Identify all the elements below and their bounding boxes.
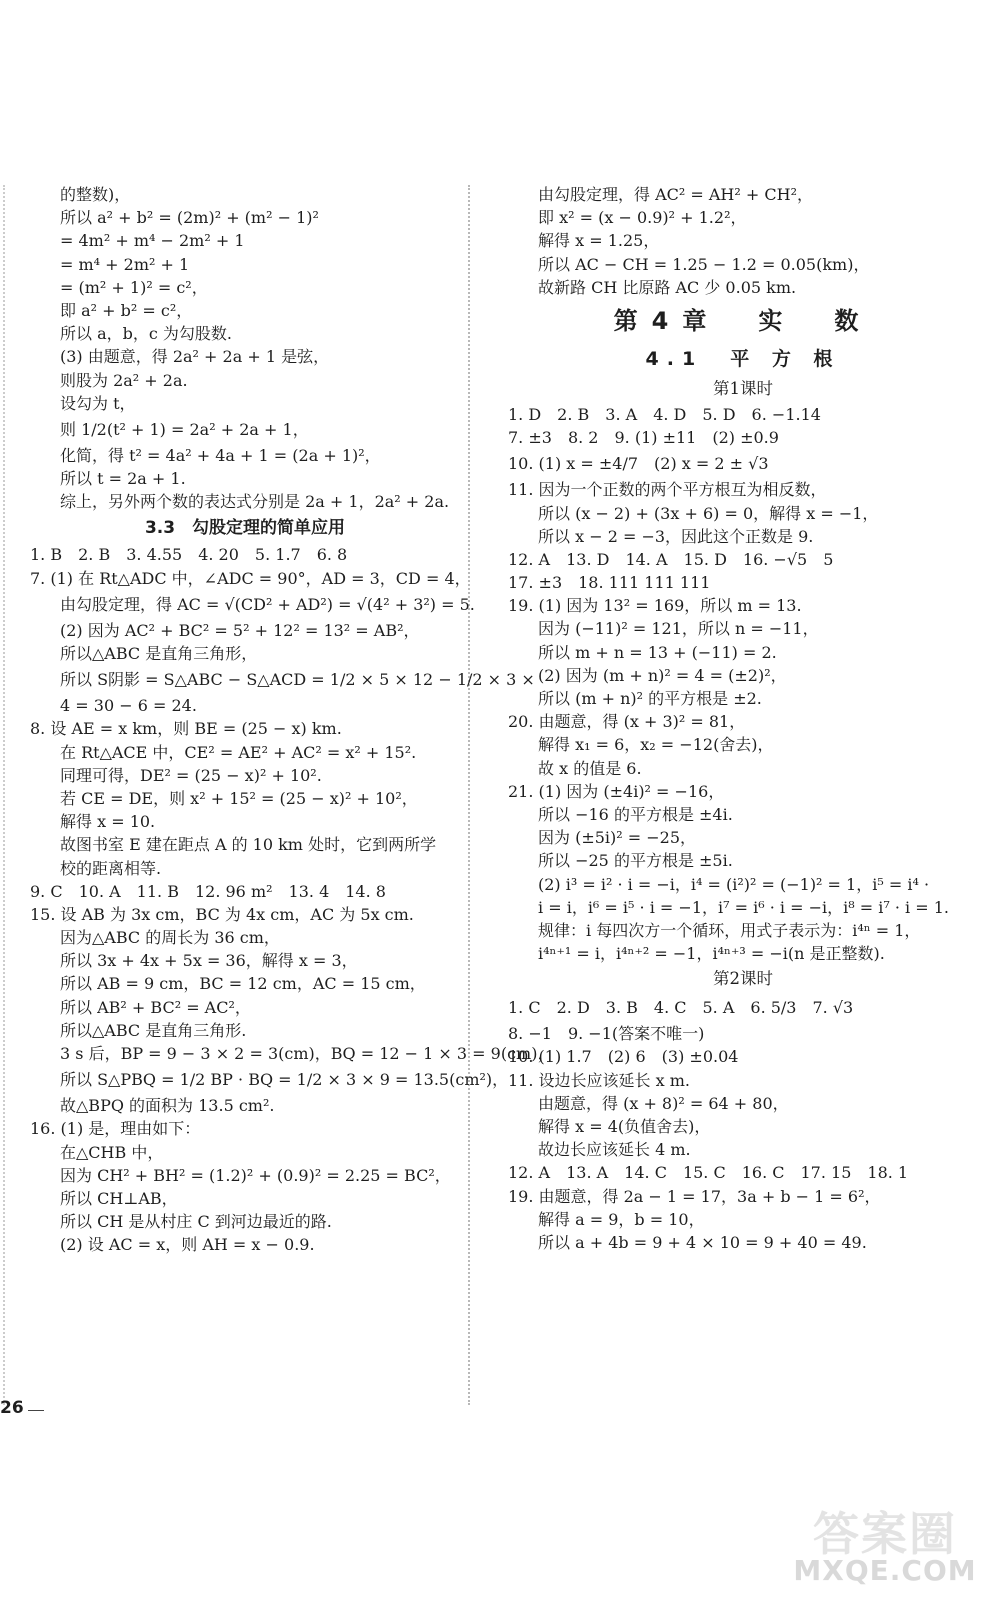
- page-number-dash: [28, 1410, 44, 1411]
- text-line: 设勾为 t，: [60, 393, 136, 413]
- answer-line: 8. −1 9. −1(答案不唯一): [508, 1024, 705, 1044]
- answer-line: 7. ±3 8. 2 9. (1) ±11 (2) ±0.9: [508, 428, 779, 448]
- text-line: 所以△ABC 是直角三角形，: [60, 644, 258, 663]
- chapter-title: 第4章 实 数: [613, 306, 873, 335]
- left-column: [30, 183, 554, 1257]
- answer-line: 12. A 13. D 14. A 15. D 16. −√5 5: [508, 549, 834, 569]
- text-line: 所以 t = 2a + 1.: [60, 469, 186, 489]
- text-line: = 4m² + m⁴ − 2m² + 1: [60, 231, 245, 251]
- answer-line: 19. (1) 因为 13² = 169，所以 m = 13.: [508, 596, 802, 616]
- text-line: i = i，i⁶ = i⁵ · i = −1，i⁷ = i⁶ · i = −i，i⁸ = i⁷ · i = 1.: [538, 897, 949, 917]
- answer-line: 11. 设边长应该延长 x m.: [508, 1070, 690, 1090]
- text-line: 由勾股定理，得 AC² = AH² + CH²，: [538, 185, 813, 204]
- text-line: 所以 (x − 2) + (3x + 6) = 0，解得 x = −1，: [538, 503, 879, 523]
- text-line: (2) 因为 (m + n)² = 4 = (±2)²，: [538, 665, 787, 685]
- text-line: 在△CHB 中，: [60, 1142, 164, 1162]
- text-line: 所以 3x + 4x + 5x = 36，解得 x = 3，: [60, 951, 358, 971]
- watermark-logo: [780, 1488, 990, 1588]
- text-line: 解得 a = 9，b = 10，: [538, 1209, 705, 1229]
- text-line: 故新路 CH 比原路 AC 少 0.05 km.: [538, 277, 797, 297]
- text-line: 所以 a + 4b = 9 + 4 × 10 = 9 + 40 = 49.: [538, 1232, 867, 1252]
- text-line: 所以 −16 的平方根是 ±4i.: [538, 804, 733, 824]
- page-number: 26: [0, 1398, 24, 1418]
- lesson-title-2: 第2课时: [713, 969, 773, 989]
- text-line: 所以 AB² + BC² = AC²，: [60, 997, 251, 1017]
- text-line: 规律：i 每四次方一个循环，用式子表示为：i⁴ⁿ = 1，: [538, 920, 921, 940]
- text-line: 即 x² = (x − 0.9)² + 1.2²，: [538, 208, 747, 228]
- text-line: (2) i³ = i² · i = −i，i⁴ = (i²)² = (−1)² = 1，i⁵ = i⁴ ·: [538, 874, 930, 894]
- answer-line: 16. (1) 是，理由如下：: [30, 1119, 201, 1139]
- text-line: 所以 CH⊥AB，: [60, 1188, 178, 1208]
- section-title-4-1: 4.1 平 方 根: [645, 347, 841, 370]
- text-line: 综上，另外两个数的表达式分别是 2a + 1，2a² + 2a.: [60, 492, 450, 512]
- text-line: 因为 (−11)² = 121，所以 n = −11，: [538, 619, 819, 639]
- text-line: 所以 AB = 9 cm，BC = 12 cm，AC = 15 cm，: [60, 974, 426, 994]
- text-line: 则股为 2a² + 2a.: [60, 370, 188, 390]
- answer-line: 15. 设 AB 为 3x cm，BC 为 4x cm，AC 为 5x cm.: [30, 904, 414, 924]
- text-line: 化简，得 t² = 4a² + 4a + 1 = (2a + 1)²，: [60, 445, 381, 465]
- text-line: 的整数)，: [60, 185, 131, 204]
- answer-line: 9. C 10. A 11. B 12. 96 m² 13. 4 14. 8: [30, 881, 386, 901]
- text-line: 解得 x = 10.: [60, 812, 156, 832]
- text-line: 同理可得，DE² = (25 − x)² + 10².: [60, 765, 322, 785]
- text-line: 所以 x − 2 = −3，因此这个正数是 9.: [538, 526, 814, 546]
- watermark-logo-text: 答案圈: [813, 1507, 957, 1561]
- text-line: 所以 (m + n)² 的平方根是 ±2.: [538, 689, 762, 708]
- text-line: 4 = 30 − 6 = 24.: [60, 696, 197, 716]
- section-title-3-3: 3.3 勾股定理的简单应用: [144, 518, 346, 539]
- column-divider: [468, 185, 470, 1405]
- lesson-title-1: 第1课时: [713, 378, 773, 398]
- answer-line: 8. 设 AE = x km，则 BE = (25 − x) km.: [30, 719, 342, 739]
- watermark-url: MXQE.COM: [793, 1554, 977, 1587]
- text-line: = (m² + 1)² = c²，: [60, 277, 208, 297]
- right-column: [508, 183, 978, 1254]
- text-line: 若 CE = DE，则 x² + 15² = (25 − x)² + 10²，: [60, 788, 418, 808]
- left-margin-dots: [3, 185, 5, 1405]
- answer-line: 1. C 2. D 3. B 4. C 5. A 6. 5/3 7. √3: [508, 998, 854, 1018]
- text-line: 因为 CH² + BH² = (1.2)² + (0.9)² = 2.25 = BC²，: [60, 1165, 451, 1185]
- text-line: i⁴ⁿ⁺¹ = i，i⁴ⁿ⁺² = −1，i⁴ⁿ⁺³ = −i(n 是正整数).: [538, 944, 885, 964]
- text-line: 因为△ABC 的周长为 36 cm，: [60, 928, 280, 948]
- text-line: 所以 S阴影 = S△ABC − S△ACD = 1/2 × 5 × 12 − 1/2 × 3 ×: [60, 670, 535, 690]
- text-line: 校的距离相等.: [60, 858, 162, 878]
- answer-line: 10. (1) x = ±4/7 (2) x = 2 ± √3: [508, 454, 769, 474]
- text-line: 3 s 后，BP = 9 − 3 × 2 = 3(cm)，BQ = 12 − 1 × 3 = 9(cm)，: [60, 1044, 554, 1063]
- text-line: 故边长应该延长 4 m.: [538, 1140, 691, 1160]
- answer-line: 17. ±3 18. 111 111 111: [508, 573, 711, 593]
- answer-line: 1. D 2. B 3. A 4. D 5. D 6. −1.14: [508, 404, 821, 424]
- text-line: 所以 CH 是从村庄 C 到河边最近的路.: [60, 1212, 332, 1232]
- text-line: 即 a² + b² = c²，: [60, 300, 193, 320]
- answer-line: 10. (1) 1.7 (2) 6 (3) ±0.04: [508, 1047, 739, 1067]
- answer-line: 21. (1) 因为 (±4i)² = −16，: [508, 781, 725, 801]
- text-line: 在 Rt△ACE 中，CE² = AE² + AC² = x² + 15².: [60, 742, 417, 762]
- text-line: = m⁴ + 2m² + 1: [60, 254, 190, 274]
- text-line: 故△BPQ 的面积为 13.5 cm².: [60, 1096, 275, 1116]
- answer-line: 1. B 2. B 3. 4.55 4. 20 5. 1.7 6. 8: [30, 545, 348, 565]
- text-line: 因为 (±5i)² = −25，: [538, 828, 697, 848]
- text-line: 故 x 的值是 6.: [538, 758, 642, 778]
- text-line: 所以△ABC 是直角三角形.: [60, 1020, 247, 1040]
- text-line: 所以 a，b，c 为勾股数.: [60, 324, 233, 344]
- text-line: 故图书室 E 建在距点 A 的 10 km 处时，它到两所学: [60, 835, 437, 855]
- text-line: 解得 x₁ = 6，x₂ = −12(舍去)，: [538, 735, 774, 755]
- text-line: (2) 因为 AC² + BC² = 5² + 12² = 13² = AB²，: [60, 620, 420, 640]
- answer-line: 11. 因为一个正数的两个平方根互为相反数，: [508, 480, 827, 500]
- text-line: 解得 x = 4(负值舍去)，: [538, 1117, 711, 1136]
- text-line: 所以 a² + b² = (2m)² + (m² − 1)²: [60, 208, 319, 228]
- text-line: 所以 AC − CH = 1.25 − 1.2 = 0.05(km)，: [538, 254, 870, 274]
- text-line: 由勾股定理，得 AC = √(CD² + AD²) = √(4² + 3²) = 5.: [60, 594, 475, 614]
- text-line: 所以 m + n = 13 + (−11) = 2.: [538, 642, 777, 662]
- text-line: 所以 −25 的平方根是 ±5i.: [538, 851, 733, 871]
- answer-line: 12. A 13. A 14. C 15. C 16. C 17. 15 18. 1: [508, 1163, 909, 1183]
- answer-line: 20. 由题意，得 (x + 3)² = 81，: [508, 712, 746, 732]
- text-line: (3) 由题意，得 2a² + 2a + 1 是弦，: [60, 347, 330, 367]
- text-line: 解得 x = 1.25，: [538, 231, 660, 251]
- answer-line: 7. (1) 在 Rt△ADC 中，∠ADC = 90°，AD = 3，CD = 4，: [30, 568, 471, 588]
- text-line: (2) 设 AC = x，则 AH = x − 0.9.: [60, 1235, 315, 1255]
- text-line: 由题意，得 (x + 8)² = 64 + 80，: [538, 1093, 789, 1113]
- answer-line: 19. 由题意，得 2a − 1 = 17，3a + b − 1 = 6²，: [508, 1186, 881, 1206]
- text-line: 则 1/2(t² + 1) = 2a² + 2a + 1，: [60, 419, 309, 439]
- text-line: 所以 S△PBQ = 1/2 BP · BQ = 1/2 × 3 × 9 = 13.5(cm²)，: [60, 1070, 509, 1090]
